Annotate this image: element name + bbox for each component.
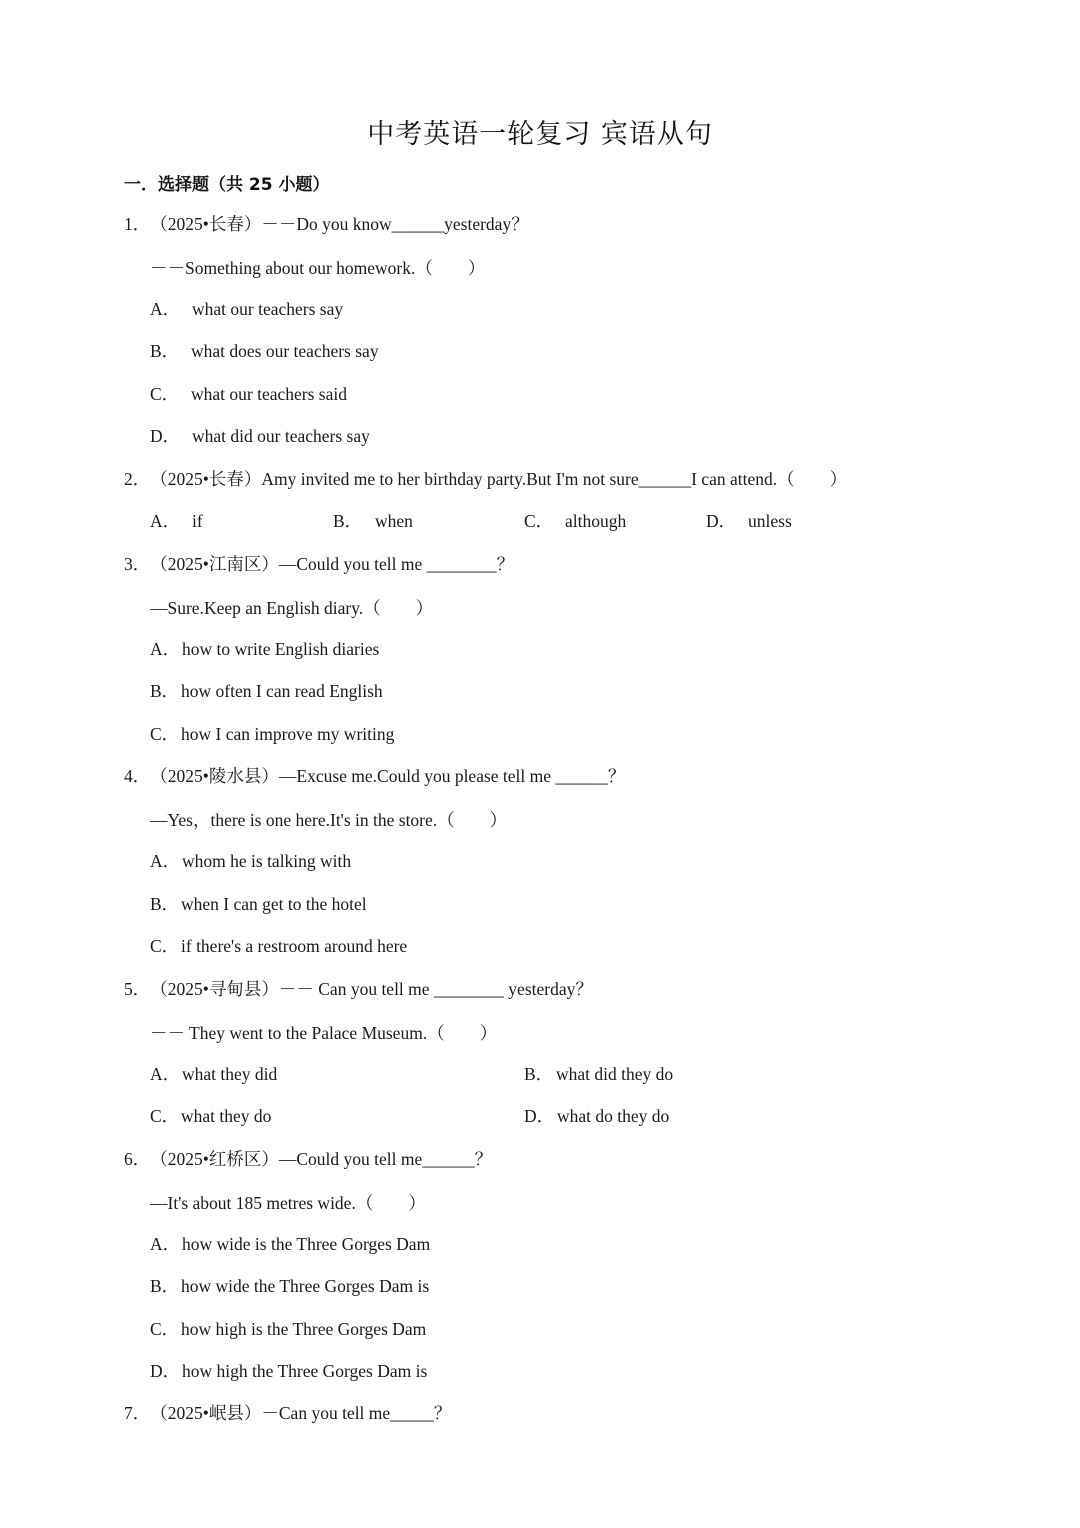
- option-letter: C．: [150, 384, 180, 404]
- question-3-stem: [124, 552, 514, 576]
- question-6-stem: [124, 1147, 492, 1171]
- option-letter: C．: [150, 724, 180, 744]
- question-4-answer-line: —Yes，there is one here.It's in the store.（ ）: [150, 810, 508, 830]
- option-text: how wide the Three Gorges Dam is: [181, 1276, 430, 1296]
- question-text: （2025•红桥区）—Could you tell me______？: [150, 1149, 493, 1169]
- question-6-option-a: [150, 1232, 430, 1256]
- option-letter: B．: [150, 894, 180, 914]
- option-letter: A．: [150, 851, 181, 871]
- option-text: what does our teachers say: [191, 341, 379, 361]
- question-5-option-d: [524, 1104, 669, 1128]
- option-letter: C．: [150, 936, 180, 956]
- question-1-option-d: [150, 424, 370, 448]
- option-letter: A．: [150, 1234, 181, 1254]
- option-letter: A．: [150, 1064, 181, 1084]
- option-text: unless: [748, 511, 792, 531]
- question-number: 1．: [124, 214, 151, 234]
- question-3-answer-line: —Sure.Keep an English diary.（ ）: [150, 598, 434, 618]
- question-text: （2025•寻甸县）－－ Can you tell me ________ yesterday？: [150, 979, 593, 999]
- option-letter: D．: [150, 1361, 181, 1381]
- option-text: how high is the Three Gorges Dam: [181, 1319, 427, 1339]
- question-5-option-c: [150, 1104, 271, 1128]
- question-text: （2025•长春）－－Do you know______yesterday？: [150, 214, 529, 234]
- question-2-option-b: [333, 509, 413, 533]
- option-text: if there's a restroom around here: [181, 936, 408, 956]
- option-text: what our teachers say: [192, 299, 344, 319]
- question-number: 2．: [124, 469, 151, 489]
- question-1-answer-line: －－Something about our homework.（ ）: [150, 258, 486, 278]
- option-letter: B．: [150, 341, 180, 361]
- question-2-option-c: [524, 509, 626, 533]
- option-letter: D．: [706, 511, 737, 531]
- option-text: whom he is talking with: [182, 851, 352, 871]
- question-1-option-b: [150, 339, 379, 363]
- question-text: （2025•陵水县）—Excuse me.Could you please tell me ______？: [150, 766, 626, 786]
- question-text: （2025•长春）Amy invited me to her birthday party.But I'm not sure______I can attend.（ ）: [150, 469, 848, 489]
- option-letter: B．: [524, 1064, 554, 1084]
- option-letter: C．: [524, 511, 554, 531]
- option-text: when I can get to the hotel: [181, 894, 367, 914]
- question-1-stem: [124, 212, 529, 236]
- question-2-option-a: [150, 509, 203, 533]
- option-letter: A．: [150, 299, 181, 319]
- question-2-option-d: [706, 509, 792, 533]
- option-letter: D．: [150, 426, 181, 446]
- option-text: if: [192, 511, 203, 531]
- question-4-stem: [124, 764, 625, 788]
- question-number: 6．: [124, 1149, 151, 1169]
- question-text: （2025•江南区）—Could you tell me ________？: [150, 554, 515, 574]
- question-text: （2025•岷县）－Can you tell me_____？: [150, 1403, 452, 1423]
- option-text: when: [375, 511, 413, 531]
- question-3-option-b: [150, 679, 383, 703]
- option-letter: B．: [150, 681, 180, 701]
- option-text: how wide is the Three Gorges Dam: [182, 1234, 431, 1254]
- question-3-option-a: [150, 637, 379, 661]
- question-3-option-c: [150, 722, 394, 746]
- question-2-stem: [124, 467, 847, 491]
- question-4-option-c: [150, 934, 407, 958]
- question-1-option-a: [150, 297, 343, 321]
- question-number: 5．: [124, 979, 151, 999]
- question-number: 3．: [124, 554, 151, 574]
- page-title: 中考英语一轮复习 宾语从句: [367, 119, 713, 150]
- option-text: what they did: [182, 1064, 278, 1084]
- option-letter: A．: [150, 639, 181, 659]
- question-5-option-b: [524, 1062, 673, 1086]
- question-6-option-c: [150, 1317, 426, 1341]
- option-text: although: [565, 511, 627, 531]
- option-text: what did they do: [556, 1064, 674, 1084]
- question-1-option-c: [150, 382, 347, 406]
- option-text: what they do: [181, 1106, 272, 1126]
- question-7-stem: [124, 1401, 451, 1425]
- option-text: what do they do: [557, 1106, 670, 1126]
- option-letter: C．: [150, 1106, 180, 1126]
- question-4-option-a: [150, 849, 351, 873]
- option-text: how high the Three Gorges Dam is: [182, 1361, 428, 1381]
- option-letter: C．: [150, 1319, 180, 1339]
- option-letter: B．: [150, 1276, 180, 1296]
- option-text: how to write English diaries: [182, 639, 380, 659]
- option-text: how I can improve my writing: [181, 724, 395, 744]
- option-letter: A．: [150, 511, 181, 531]
- question-4-option-b: [150, 892, 367, 916]
- question-5-option-a: [150, 1062, 277, 1086]
- option-text: how often I can read English: [181, 681, 383, 701]
- question-6-answer-line: —It's about 185 metres wide.（ ）: [150, 1193, 426, 1213]
- option-text: what did our teachers say: [192, 426, 370, 446]
- question-5-answer-line: －－ They went to the Palace Museum.（ ）: [150, 1023, 498, 1043]
- option-letter: B．: [333, 511, 363, 531]
- question-6-option-d: [150, 1359, 427, 1383]
- section-heading: 一．选择题（共 25 小题）: [124, 175, 330, 195]
- question-5-stem: [124, 977, 593, 1001]
- option-text: what our teachers said: [191, 384, 347, 404]
- question-number: 7．: [124, 1403, 151, 1423]
- option-letter: D．: [524, 1106, 555, 1126]
- question-number: 4．: [124, 766, 151, 786]
- question-6-option-b: [150, 1274, 429, 1298]
